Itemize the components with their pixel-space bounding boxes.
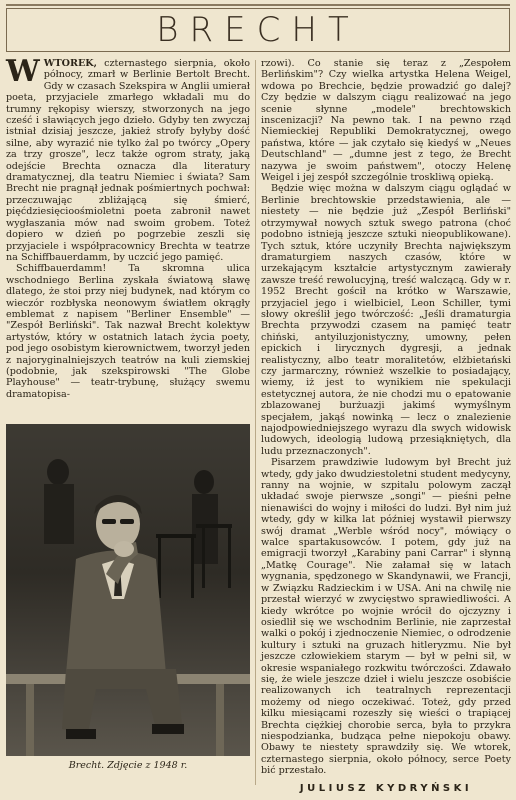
- brecht-photo-illustration: [6, 424, 250, 756]
- right-paragraph-1: rzowi). Co stanie się teraz z „Zespołem Berlińskim"? Czy wielka artystka Helena Weigel, wdowa po Brechcie, będzie prowadzić go dalej? Czy będzie w dalszym ciągu realizować na jego scenie słynne „modele" brechtowskich inscenizacji? Na pewno tak. I na pewno rząd Niemieckiej Republiki Demokratycznej, owego państwa, które — jak czytało się kiedyś w „Neues Deutschland" — „dumne jest z tego, że Brecht nazywa je swoim państwem", otoczy Helenę Weigel i jej zespół szczególnie troskliwą opieką.: [261, 58, 511, 184]
- right-column: [261, 58, 511, 777]
- right-paragraph-3: Pisarzem prawdziwie ludowym był Brecht już wtedy, gdy jako dwudziestoletni student medycyny, ranny na wojnie, w szpitalu polowym zaczął układać swoje pierwsze „songi" — pieśni pełne nienawiści do wojny i miłości do ludzi. Był nim już wtedy, gdy w kilka lat później wystawił pierwszy swój dramat „Werble wśród nocy", mówiący o walce spartakusowców. I potem, gdy już na emigracji tworzył „Karabiny pani Carrar" i słynną „Matkę Courage". Nie załamał się w latach wygnania, spędzonego w Skandynawii, we Francji, w Związku Radzieckim i w USA. Ani na chwilę nie przestał wierzyć w zwycięstwo sprawiedliwości. A kiedy wkrótce po wojnie wrócił do ojczyzny i osiedlił się we wschodnim Berlinie, nie zaprzestał walki o pokój i zjednoczenie Niemiec, o odrodzenie kultury i sztuki na gruzach hitleryzmu. Nie był jeszcze człowiekiem starym — był w pełni sił, w okresie wspaniałego rozkwitu twórczości. Zdawało się, że wiele jeszcze dzieł i wielu jeszcze osobiście realizowanych ich teatralnych reprezentacji możemy od niego oczekiwać. Toteż, gdy przed kilku miesiącami rozeszły się wieści o trapiącej Brechta ciężkiej chorobie serca, była to przykra niespodzianka, budząca pełne niepokoju obawy. Obawy te niestety sprawdziły się. We wtorek, czternastego sierpnia, około północy, serce Poety bić przestało.: [261, 457, 511, 777]
- author-byline: JULIUSZ KYDRYŃSKI: [299, 783, 473, 794]
- lead-word: WTOREK,: [43, 58, 97, 69]
- headline: BRECHT: [156, 10, 360, 50]
- left-paragraph-1-text: czternastego sierpnia, około północy, zmarł w Berlinie Bertolt Brecht. Gdy w czasach Szekspira w Anglii umierał poeta, przyjaciele zmarłego wkładali mu do trumny rękopisy wierszy, stworzonych na jego cześć i sławiących jego dzieło. Gdyby ten zwyczaj istniał dzisiaj jeszcze, jakież strofy byłyby dość silne, aby wyrazić nie tylko żal po twórcy „Opery za trzy grosze", lecz także ogrom straty, jaką odejście Brechta oznacza dla literatury dramatycznej, dla teatru Niemiec i świata? Sam Brecht nie pragnął jednak pośmiertnych pochwał: przeczuwając zbliżającą się śmierć, pięćdziesięcioośmioletni poeta zabronił nawet wygłaszania mów nad swoim grobem. Toteż dopiero w dzień po pogrzebie zeszli się przyjaciele i współpracownicy Brechta w teatrze na Schiffbauerdamm, by uczcić jego pamięć.: [6, 58, 250, 263]
- photo-caption: Brecht. Zdjęcie z 1948 r.: [68, 760, 188, 771]
- column-divider: [255, 60, 256, 785]
- left-column: [6, 54, 250, 400]
- top-rule: [6, 4, 510, 6]
- left-paragraph-1: [6, 54, 250, 263]
- left-paragraph-2: Schiffbauerdamm! Ta skromna ulica wschodniego Berlina zyskała światową sławę dlatego, że stoi przy niej budynek, nad którym co wieczór rozbłyska neonowym światłem okrągły emblemat z napisem "Berliner Ensemble" — "Zespół Berliński". Tak nazwał Brecht kolektyw artystów, który w ostatnich latach życia poety, pod jego osobistym kierownictwem, tworzył jeden z najoryginalniejszych teatrów na kuli ziemskiej (podobnie, jak szekspirowski "The Globe Playhouse" — teatr-trybunę, służący swemu dramatopisa-: [6, 263, 250, 400]
- brecht-photo: [6, 424, 250, 756]
- right-paragraph-2: Będzie więc można w dalszym ciągu oglądać w Berlinie brechtowskie przedstawienia, ale — niestety — nie będzie już „Zespół Berliński" otrzymywał nowych sztuk swego patrona (choć podobno istnieją jeszcze sztuki nieopublikowane). Tych sztuk, które uczyniły Brechta największym dramaturgiem naszych czasów, które w urzekającym kształcie artystycznym zawierały zawsze treść rewolucyjną, treść walczącą. Gdy w r. 1952 Brecht gościł na krótko w Warszawie, przyjaciel jego i wielbiciel, Leon Schiller, tymi słowy określił jego twórczość: „Jeśli dramaturgia Brechta przywodzi czasem na pamięć teatr chiński, antyiluzjonistyczny, umowny, pełen epickich i lirycznych dygresji, a jednak realistyczny, albo teatr moralitetów, elżbietański czy jarmarczny, również wszelkie to posiadający, wiemy, iż jest to wynikiem nie spekulacji estetycznej autora, że nie chodzi mu o epatowanie zblazowanej burżuazji jakimś wymyślnym specjałem, jakąś nowinką — lecz o znalezienie najodpowiedniejszego wyrazu dla swych widowisk ludowych, ideologią ludową przesiąkniętych, dla ludu przeznaczonych".: [261, 183, 511, 457]
- headline-box: [6, 8, 510, 52]
- drop-cap: W: [6, 54, 40, 89]
